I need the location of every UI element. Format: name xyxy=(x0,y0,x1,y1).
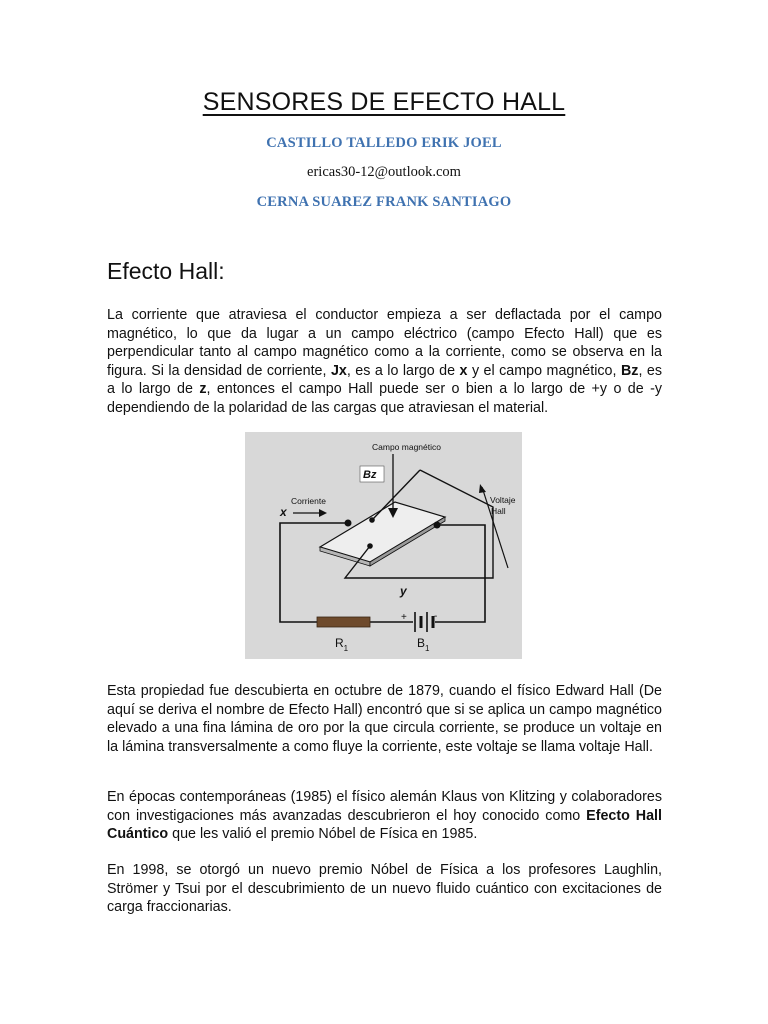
label-campo-magnetico: Campo magnético xyxy=(372,442,441,452)
section-heading: Efecto Hall: xyxy=(107,258,225,284)
paragraph-1-text-4: , es a lo largo de xyxy=(107,362,662,398)
hall-effect-diagram xyxy=(245,432,522,659)
label-hall: Hall xyxy=(491,506,506,516)
resistor-r1 xyxy=(317,617,370,627)
label-corriente: Corriente xyxy=(291,496,326,506)
paragraph-1-text-3: y el campo magnético, xyxy=(467,362,621,379)
label-voltaje: Voltaje xyxy=(490,495,516,505)
paragraph-1-text-5: , entonces el campo Hall puede ser o bien a lo largo de +y o de -y dependiendo de la polaridad de las cargas que atraviesan el material. xyxy=(107,381,662,416)
voltage-arrow-head xyxy=(479,484,486,493)
paragraph-1-bold-x: x xyxy=(459,362,468,379)
paragraph-1-text-1: La corriente que atraviesa el conductor empieza a ser deflactada por el campo magnético, lo que da lugar a un campo eléctrico (campo Efecto Hall) que es perpendicular tanto al campo magnético como a la corriente, como se observa en la figura. Si la densidad de corriente, xyxy=(107,307,662,379)
document-title: SENSORES DE EFECTO HALL xyxy=(202,88,566,116)
paragraph-1-bold-bz: Bz xyxy=(620,362,639,379)
author-name-2: CERNA SUAREZ FRANK SANTIAGO xyxy=(256,194,512,210)
paragraph-1 xyxy=(107,306,662,418)
label-b: B xyxy=(417,636,426,650)
paragraph-1-text-2: , es a lo largo de xyxy=(346,362,460,379)
contact-dot-bottom xyxy=(367,543,373,549)
paragraph-1-bold-z: z xyxy=(199,381,207,398)
label-y: y xyxy=(400,584,407,598)
contact-dot-right xyxy=(434,522,441,529)
label-r1 xyxy=(335,636,349,653)
paragraph-2: Esta propiedad fue descubierta en octubre de 1879, cuando el físico Edward Hall (De aquí se deriva el nombre de Efecto Hall) encontró que si se aplica un campo magnético elevado a una fina lámina de oro por la que circula corriente, se produce un voltaje en la lámina transversalmente a como fluye la corriente, este voltaje se llama voltaje Hall. xyxy=(107,683,662,755)
label-r: R xyxy=(335,636,344,650)
paragraph-4: En 1998, se otorgó un nuevo premio Nóbel de Física a los profesores Laughlin, Strömer y Tsui por el descubrimiento de un nuevo fluido cuántico con excitaciones de carga fraccionarias. xyxy=(107,862,662,916)
hall-effect-figure xyxy=(245,432,522,659)
label-r-sub: 1 xyxy=(343,644,349,653)
paragraph-3 xyxy=(107,788,662,844)
label-b-sub: 1 xyxy=(425,644,430,653)
label-b1 xyxy=(417,636,430,653)
current-arrow-head xyxy=(319,509,327,517)
circuit-wire-right xyxy=(435,525,485,622)
label-minus: - xyxy=(434,611,438,622)
paragraph-1-bold-jx: Jx xyxy=(330,362,347,379)
contact-dot-left xyxy=(345,520,352,527)
author-email: ericas30-12@outlook.com xyxy=(307,164,461,180)
label-plus: + xyxy=(401,612,407,623)
label-x: x xyxy=(280,505,287,519)
paragraph-3-text-2: que les valió el premio Nóbel de Física en 1985. xyxy=(168,826,478,843)
contact-dot-top xyxy=(369,517,375,523)
author-name-1: CASTILLO TALLEDO ERIK JOEL xyxy=(266,135,502,151)
paragraph-3-text-1: En épocas contemporáneas (1985) el físico alemán Klaus von Klitzing y colaboradores con investigaciones más avanzadas descubrieron el hoy conocido como xyxy=(107,789,662,824)
label-bz: Bz xyxy=(363,469,377,481)
paragraph-3-bold: Efecto Hall Cuántico xyxy=(107,807,662,843)
